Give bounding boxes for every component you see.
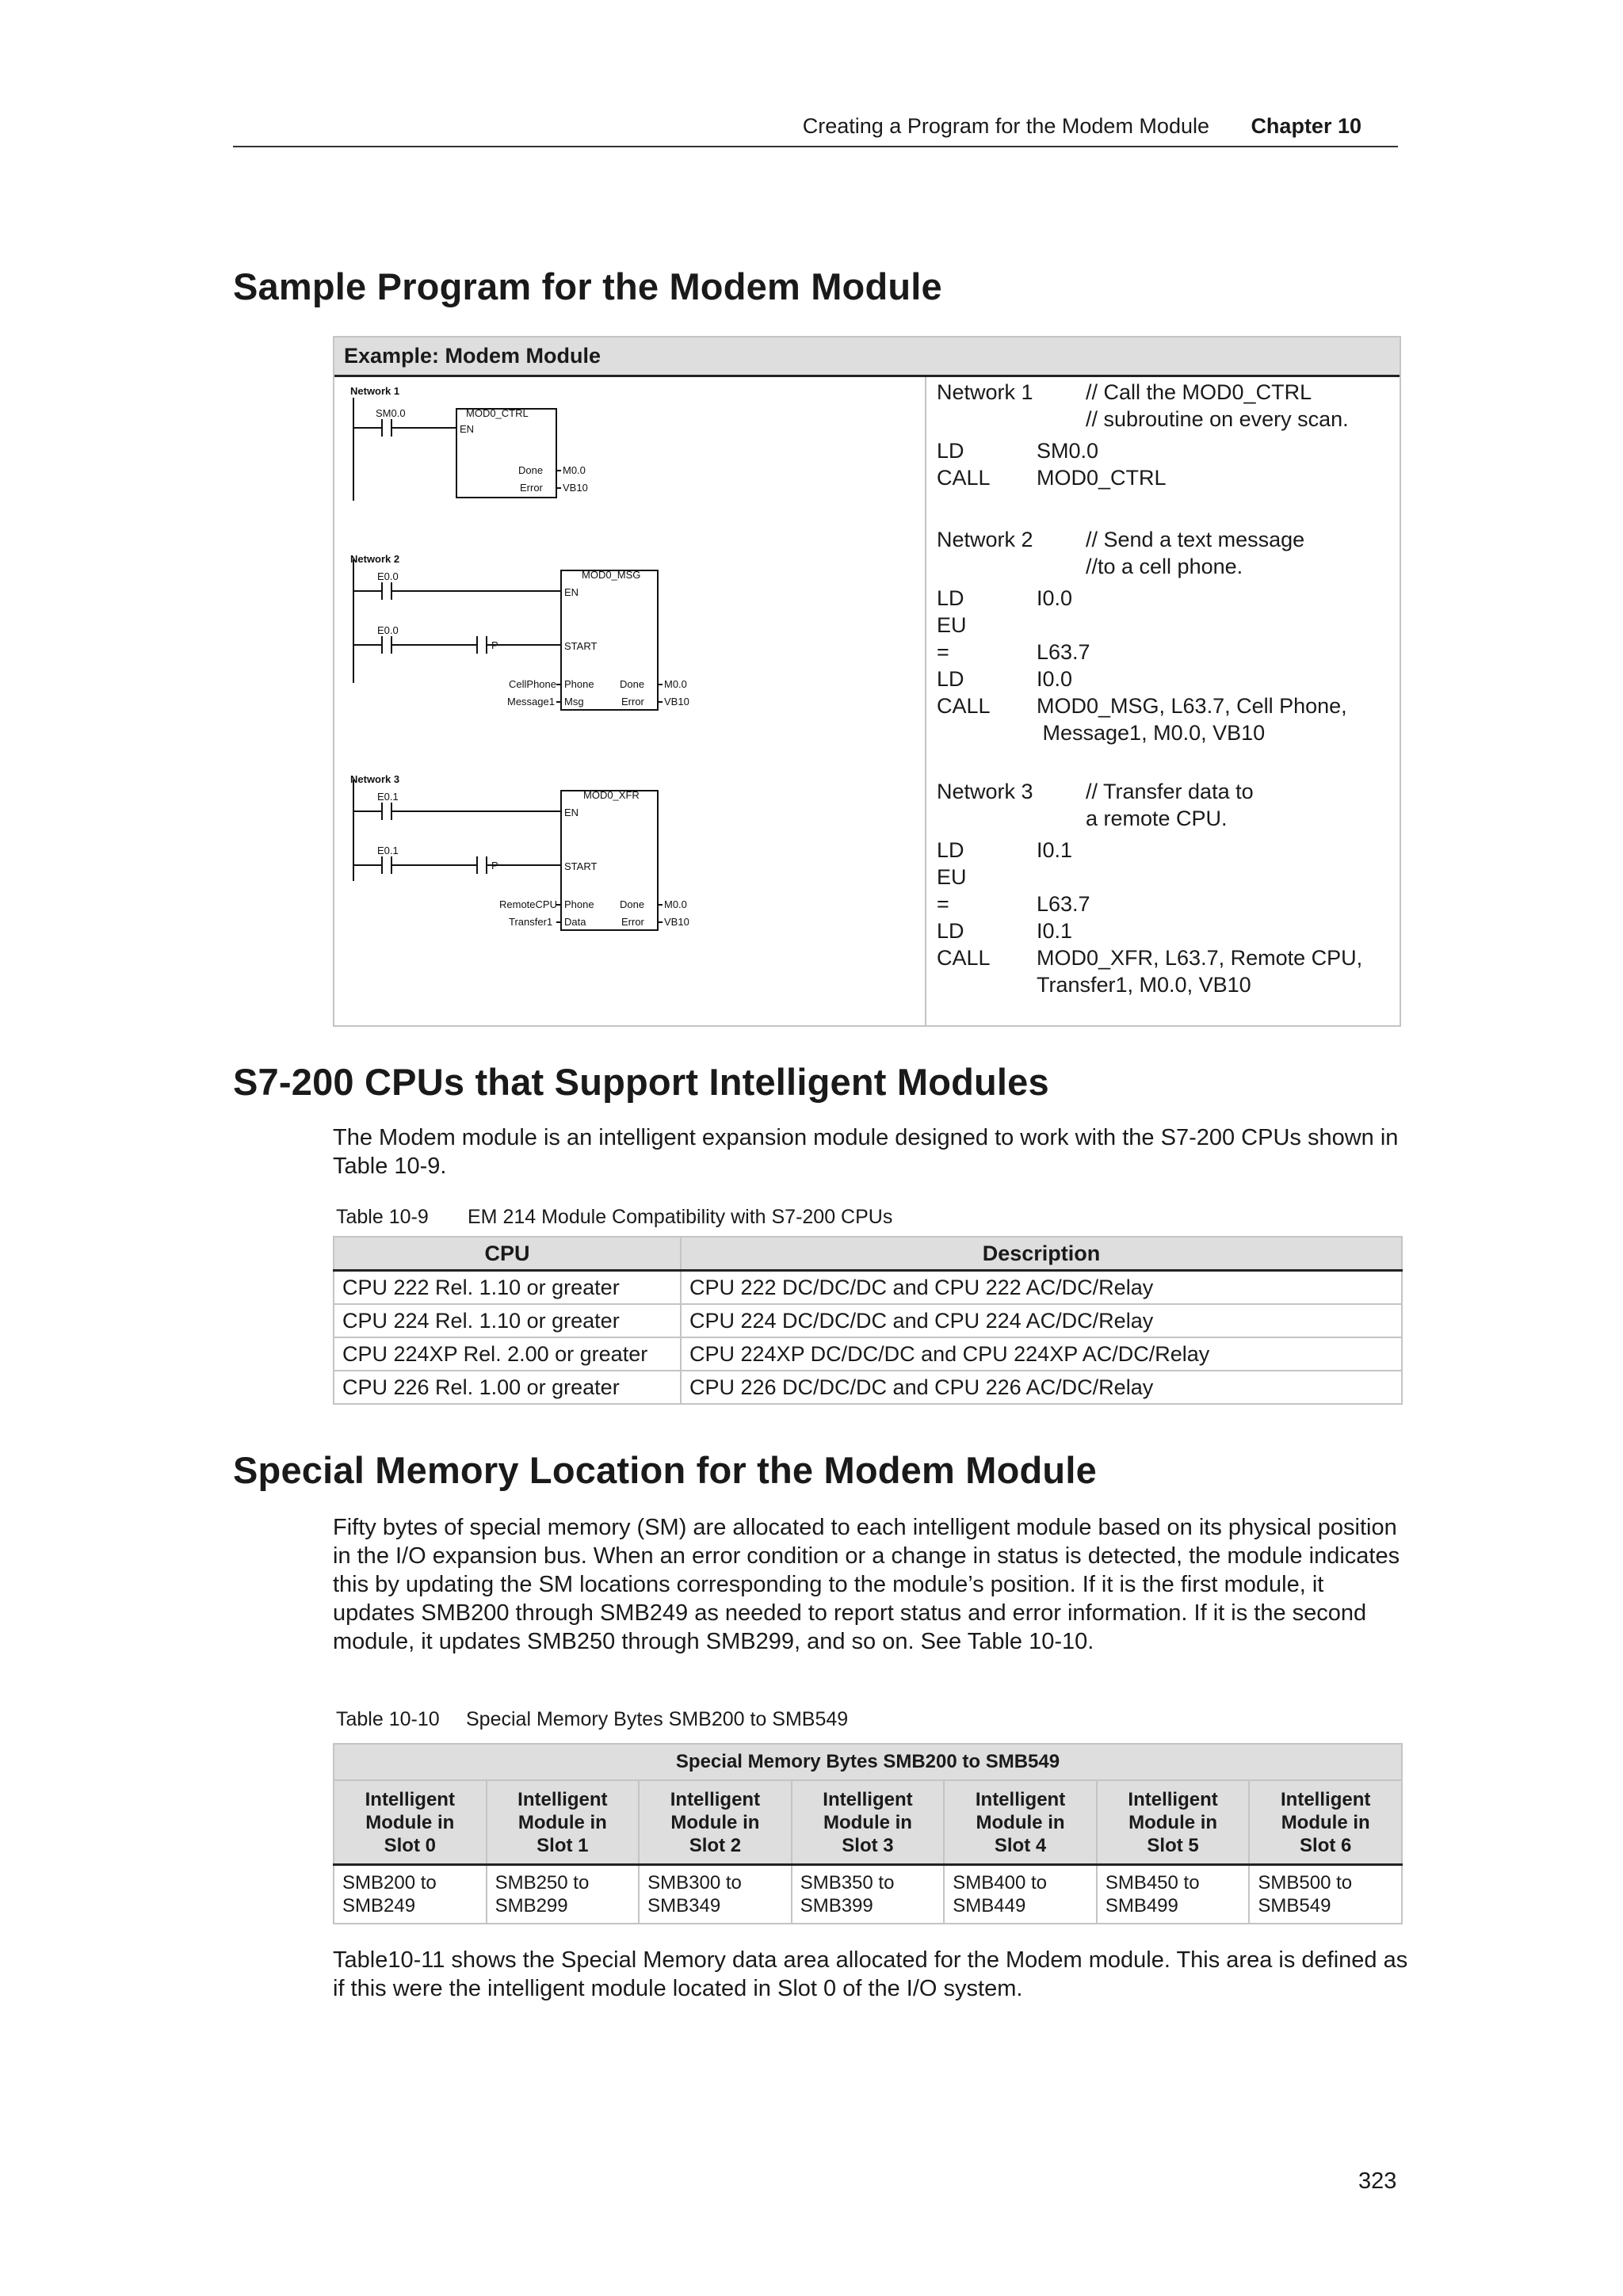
n1-contact-label: SM0.0 — [376, 407, 406, 419]
n2-error-output: VB10 — [664, 696, 689, 707]
n2-p-label: P — [491, 639, 498, 651]
table-10-9-caption — [336, 1206, 892, 1229]
n2-input2: Message1 — [507, 696, 555, 707]
n1-en-pin: EN — [460, 423, 475, 435]
n2-en-pin: EN — [564, 586, 579, 598]
stl-n2-op: EU — [937, 613, 967, 637]
cpu-cell: CPU 224XP Rel. 2.00 or greater — [334, 1337, 681, 1371]
description-cell: CPU 224XP DC/DC/DC and CPU 224XP AC/DC/Relay — [681, 1337, 1402, 1371]
stl-n2-op: LD — [937, 586, 964, 610]
n3-done-pin: Done — [620, 898, 645, 910]
stl-n1-op: LD — [937, 439, 964, 463]
heading-sample-program: Sample Program for the Modem Module — [233, 265, 942, 307]
ladder-diagram — [346, 383, 694, 986]
stl-n3-op: CALL — [937, 946, 991, 970]
table-header-description: Description — [681, 1237, 1402, 1271]
stl-n3-arg: I0.1 — [1037, 838, 1073, 862]
n1-box-label: MOD0_CTRL — [466, 407, 529, 419]
table-span-header: Special Memory Bytes SMB200 to SMB549 — [334, 1744, 1402, 1780]
smb-range-cell: SMB400 to SMB449 — [944, 1865, 1097, 1924]
table-row — [334, 1865, 1402, 1924]
smb-range-cell: SMB450 to SMB499 — [1097, 1865, 1250, 1924]
n2-contact2-label: E0.0 — [377, 624, 399, 636]
smb-range-cell: SMB300 to SMB349 — [639, 1865, 792, 1924]
stl-n2-label: Network 2 — [937, 528, 1033, 551]
cpu-cell: CPU 226 Rel. 1.00 or greater — [334, 1371, 681, 1404]
ladder-network2-label: Network 2 — [350, 553, 400, 565]
running-header — [233, 114, 1398, 147]
n1-error-output: VB10 — [563, 482, 588, 494]
n1-done-output: M0.0 — [563, 464, 586, 476]
n2-contact1-label: E0.0 — [377, 570, 399, 582]
stl-network2 — [937, 526, 1347, 746]
ladder-network3-label: Network 3 — [350, 773, 400, 785]
smb-range-cell: SMB350 to SMB399 — [792, 1865, 945, 1924]
stl-n2-comment2: //to a cell phone. — [1086, 555, 1243, 578]
stl-n1-arg: SM0.0 — [1037, 439, 1099, 463]
n3-contact1-label: E0.1 — [377, 791, 399, 803]
stl-n2-arg: I0.0 — [1037, 586, 1073, 610]
smb-range-cell: SMB250 to SMB299 — [487, 1865, 640, 1924]
paragraph-special-memory: Fifty bytes of special memory (SM) are allocated to each intelligent module based on its physical position in the I/O expansion bus. When an error condition or a change in status is detected, the module indicates this by updating the SM locations corresponding to the module’s position. If it is the first module, it updates SMB200 through SMB249 as needed to report status and error information. If it is the second module, it updates SMB250 through SMB299, and so on. See Table 10-10. — [333, 1515, 1400, 1654]
slot-header: Intelligent Module in Slot 2 — [639, 1780, 792, 1865]
cpu-cell: CPU 224 Rel. 1.10 or greater — [334, 1304, 681, 1337]
slot-header: Intelligent Module in Slot 5 — [1097, 1780, 1250, 1865]
n2-done-output: M0.0 — [664, 678, 687, 690]
stl-n3-op: LD — [937, 919, 964, 943]
example-title: Example: Modem Module — [334, 338, 1400, 377]
stl-n2-op: = — [937, 640, 949, 664]
stl-n1-op: CALL — [937, 466, 991, 490]
table-10-10-number: Table 10-10 — [336, 1708, 440, 1730]
n3-p-label: P — [491, 860, 498, 871]
n3-contact2-label: E0.1 — [377, 845, 399, 856]
n2-start-pin: START — [564, 640, 598, 652]
table-header-cpu: CPU — [334, 1237, 681, 1271]
table-10-10-caption — [336, 1708, 848, 1731]
description-cell: CPU 226 DC/DC/DC and CPU 226 AC/DC/Relay — [681, 1371, 1402, 1404]
stl-network1 — [937, 379, 1349, 491]
example-divider — [925, 377, 926, 1025]
stl-n3-arg-cont: Transfer1, M0.0, VB10 — [1037, 973, 1251, 997]
description-cell: CPU 222 DC/DC/DC and CPU 222 AC/DC/Relay — [681, 1271, 1402, 1305]
n3-error-output: VB10 — [664, 916, 689, 928]
slot-header: Intelligent Module in Slot 1 — [487, 1780, 640, 1865]
page-number: 323 — [1358, 2168, 1397, 2194]
cpu-cell: CPU 222 Rel. 1.10 or greater — [334, 1271, 681, 1305]
stl-n1-arg: MOD0_CTRL — [1037, 466, 1167, 490]
stl-n3-op: = — [937, 892, 949, 916]
slot-header: Intelligent Module in Slot 6 — [1249, 1780, 1402, 1865]
stl-n3-arg: I0.1 — [1037, 919, 1073, 943]
running-header-chapter: Chapter 10 — [1251, 114, 1361, 138]
n2-error-pin: Error — [621, 696, 644, 707]
n3-error-pin: Error — [621, 916, 644, 928]
n2-input1: CellPhone — [509, 678, 556, 690]
table-row — [334, 1337, 1402, 1371]
stl-n1-comment1: // Call the MOD0_CTRL — [1086, 380, 1312, 404]
n2-box-label: MOD0_MSG — [582, 569, 641, 581]
n2-done-pin: Done — [620, 678, 645, 690]
slot-header: Intelligent Module in Slot 4 — [944, 1780, 1097, 1865]
stl-network3 — [937, 778, 1362, 998]
n3-input1: RemoteCPU — [499, 898, 557, 910]
table-10-10-title: Special Memory Bytes SMB200 to SMB549 — [466, 1708, 849, 1730]
n1-error-pin: Error — [520, 482, 543, 494]
n1-done-pin: Done — [518, 464, 544, 476]
smb-range-cell: SMB200 to SMB249 — [334, 1865, 487, 1924]
paragraph-intro: The Modem module is an intelligent expansion module designed to work with the S7-200 CPUs shown in Table 10-9. — [333, 1125, 1399, 1179]
stl-n3-label: Network 3 — [937, 780, 1033, 803]
table-10-9-number: Table 10-9 — [336, 1206, 429, 1228]
n3-box-label: MOD0_XFR — [583, 789, 640, 801]
stl-n3-arg: L63.7 — [1037, 892, 1090, 916]
stl-n3-arg: MOD0_XFR, L63.7, Remote CPU, — [1037, 946, 1363, 970]
table-row — [334, 1304, 1402, 1337]
table-row — [334, 1271, 1402, 1305]
slot-header: Intelligent Module in Slot 0 — [334, 1780, 487, 1865]
smb-range-cell: SMB500 to SMB549 — [1249, 1865, 1402, 1924]
heading-special-memory: Special Memory Location for the Modem Module — [233, 1449, 1097, 1491]
stl-n1-comment2: // subroutine on every scan. — [1086, 407, 1349, 431]
paragraph-table-10-11-ref: Table10-11 shows the Special Memory data area allocated for the Modem module. This area is defined as if this were the intelligent module located in Slot 0 of the I/O system. — [333, 1947, 1408, 2001]
stl-n3-op: EU — [937, 865, 967, 889]
stl-n2-op: LD — [937, 667, 964, 691]
table-row — [334, 1371, 1402, 1404]
heading-s7-200-cpus: S7-200 CPUs that Support Intelligent Modules — [233, 1061, 1049, 1103]
stl-n2-arg: MOD0_MSG, L63.7, Cell Phone, — [1037, 694, 1347, 718]
stl-n2-arg-cont: Message1, M0.0, VB10 — [1037, 721, 1266, 745]
n3-input2: Transfer1 — [509, 916, 553, 928]
table-10-9 — [333, 1236, 1403, 1405]
n2-phone-pin: Phone — [564, 678, 594, 690]
n3-en-pin: EN — [564, 807, 579, 818]
stl-n2-arg: L63.7 — [1037, 640, 1090, 664]
running-header-title: Creating a Program for the Modem Module — [802, 114, 1209, 138]
stl-n3-comment1: // Transfer data to — [1086, 780, 1254, 803]
n3-start-pin: START — [564, 860, 598, 872]
n3-phone-pin: Phone — [564, 898, 594, 910]
stl-n2-arg: I0.0 — [1037, 667, 1073, 691]
n3-data-pin: Data — [564, 916, 586, 928]
n2-msg-pin: Msg — [564, 696, 584, 707]
stl-n2-op: CALL — [937, 694, 991, 718]
example-box — [333, 336, 1401, 1027]
stl-n3-comment2: a remote CPU. — [1086, 807, 1228, 830]
stl-n3-op: LD — [937, 838, 964, 862]
n3-done-output: M0.0 — [664, 898, 687, 910]
stl-n1-label: Network 1 — [937, 380, 1033, 404]
table-10-10 — [333, 1743, 1403, 1924]
ladder-network1-label: Network 1 — [350, 385, 400, 397]
slot-header: Intelligent Module in Slot 3 — [792, 1780, 945, 1865]
description-cell: CPU 224 DC/DC/DC and CPU 224 AC/DC/Relay — [681, 1304, 1402, 1337]
stl-n2-comment1: // Send a text message — [1086, 528, 1305, 551]
table-10-9-title: EM 214 Module Compatibility with S7-200 CPUs — [468, 1206, 893, 1228]
